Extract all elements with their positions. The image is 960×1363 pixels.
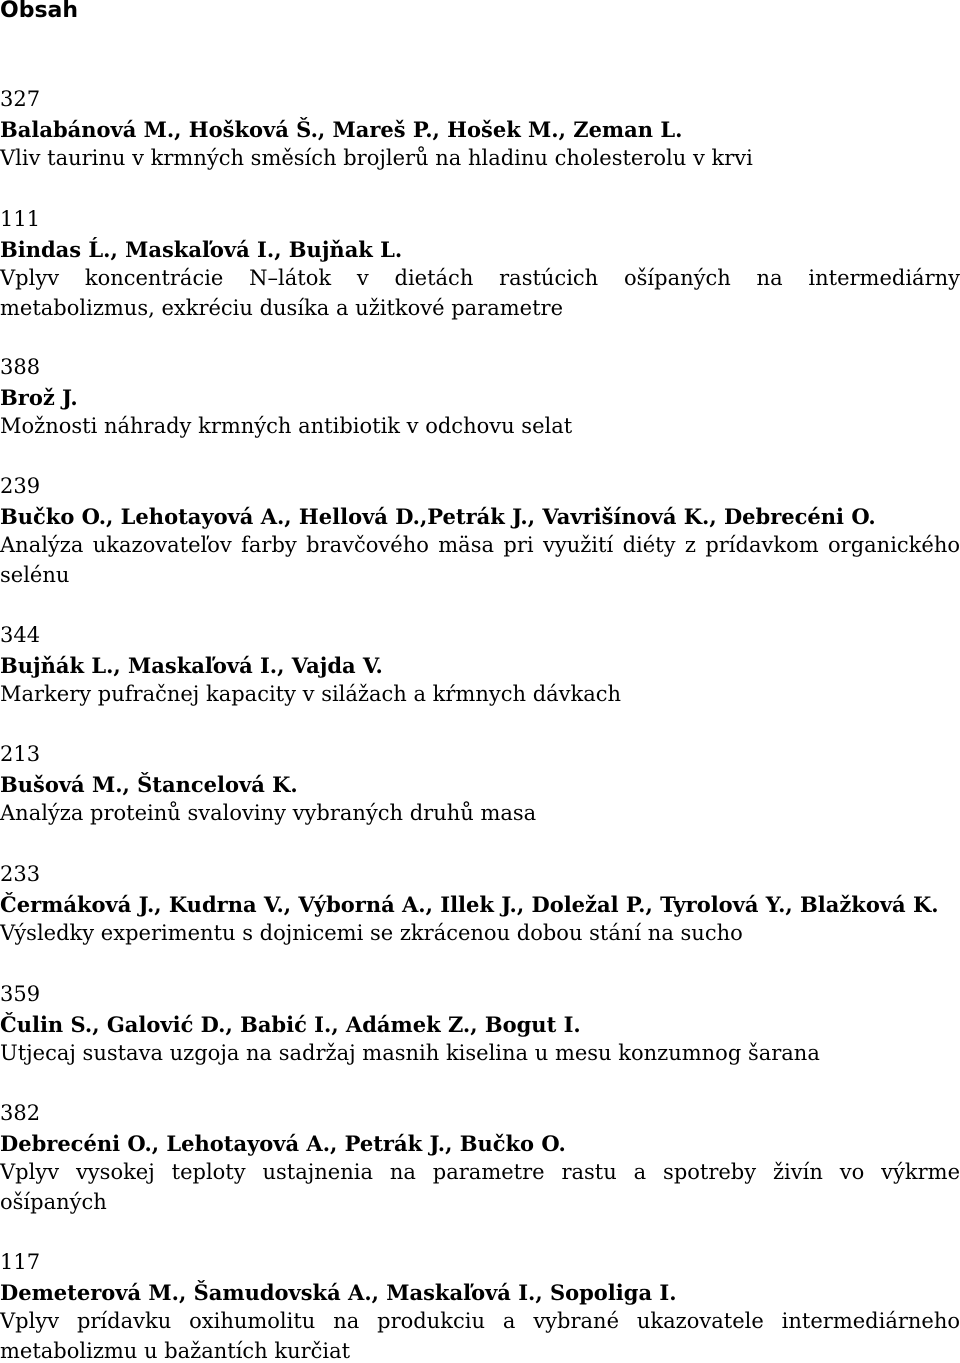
entry-authors: Brož J. [0,384,78,410]
entry-page-number: 327 [0,87,41,111]
entry-title: Vplyv koncentrácie N–látok v dietách rastúcich ošípaných na intermediárny metabolizmus, exkréciu dusíka a užitkové parametre [0,266,960,320]
toc-entry-balabanova [0,85,960,174]
entry-title: Možnosti náhrady krmných antibiotik v odchovu selat [0,414,573,439]
entry-title: Výsledky experimentu s dojnicemi se zkrácenou dobou stání na sucho [0,921,743,946]
entry-page-number: 239 [0,474,41,498]
entry-authors: Demeterová M., Šamudovská A., Maskaľová I., Sopoliga I. [0,1279,677,1305]
entry-authors: Bušová M., Štancelová K. [0,771,298,797]
entry-title: Analýza proteinů svaloviny vybraných druhů masa [0,801,537,826]
entry-title: Vplyv vysokej teploty ustajnenia na parametre rastu a spotreby živín vo výkrme ošípaných [0,1160,960,1214]
toc-entry-bucko [0,472,960,590]
entry-authors: Čulin S., Galović D., Babić I., Adámek Z., Bogut I. [0,1011,581,1037]
entry-authors: Bučko O., Lehotayová A., Hellová D.,Petrák J., Vavrišínová K., Debrecéni O. [0,503,876,529]
entry-page-number: 359 [0,982,41,1006]
entry-authors: Bindas Ĺ., Maskaľová I., Bujňak L. [0,236,403,262]
toc-entry-busova [0,740,960,829]
toc-entry-culin [0,980,960,1069]
entry-title: Vliv taurinu v krmných směsích brojlerů na hladinu cholesterolu v krvi [0,146,753,171]
entry-page-number: 117 [0,1250,41,1274]
entry-authors: Čermáková J., Kudrna V., Výborná A., Illek J., Doležal P., Tyrolová Y., Blažková K. [0,891,939,917]
entry-authors: Debrecéni O., Lehotayová A., Petrák J., Bučko O. [0,1130,566,1156]
toc-entry-broz [0,353,960,442]
entry-title: Markery pufračnej kapacity v silážach a kŕmnych dávkach [0,682,622,707]
toc-entry-bindas [0,205,960,323]
entry-page-number: 233 [0,862,41,886]
page-title: Obsah [0,0,79,23]
toc-entry-demeterova [0,1248,960,1363]
entry-page-number: 388 [0,355,41,379]
toc-entry-debreceni [0,1099,960,1217]
entry-page-number: 382 [0,1101,41,1125]
entry-authors: Bujňák L., Maskaľová I., Vajda V. [0,652,383,678]
entry-title: Utjecaj sustava uzgoja na sadržaj masnih kiselina u mesu konzumnog šarana [0,1041,820,1066]
toc-entry-cermakova [0,860,960,949]
entry-page-number: 111 [0,207,41,231]
entry-page-number: 344 [0,623,41,647]
entry-page-number: 213 [0,742,41,766]
toc-entry-bujnak [0,621,960,710]
entry-title: Vplyv prídavku oxihumolitu na produkciu a vybrané ukazovatele intermediárneho metabolizmu u bažantích kurčiat [0,1309,960,1363]
entry-title: Analýza ukazovateľov farby bravčového mäsa pri využití diéty z prídavkom organického selénu [0,533,960,587]
entry-authors: Balabánová M., Hošková Š., Mareš P., Hošek M., Zeman L. [0,116,683,142]
